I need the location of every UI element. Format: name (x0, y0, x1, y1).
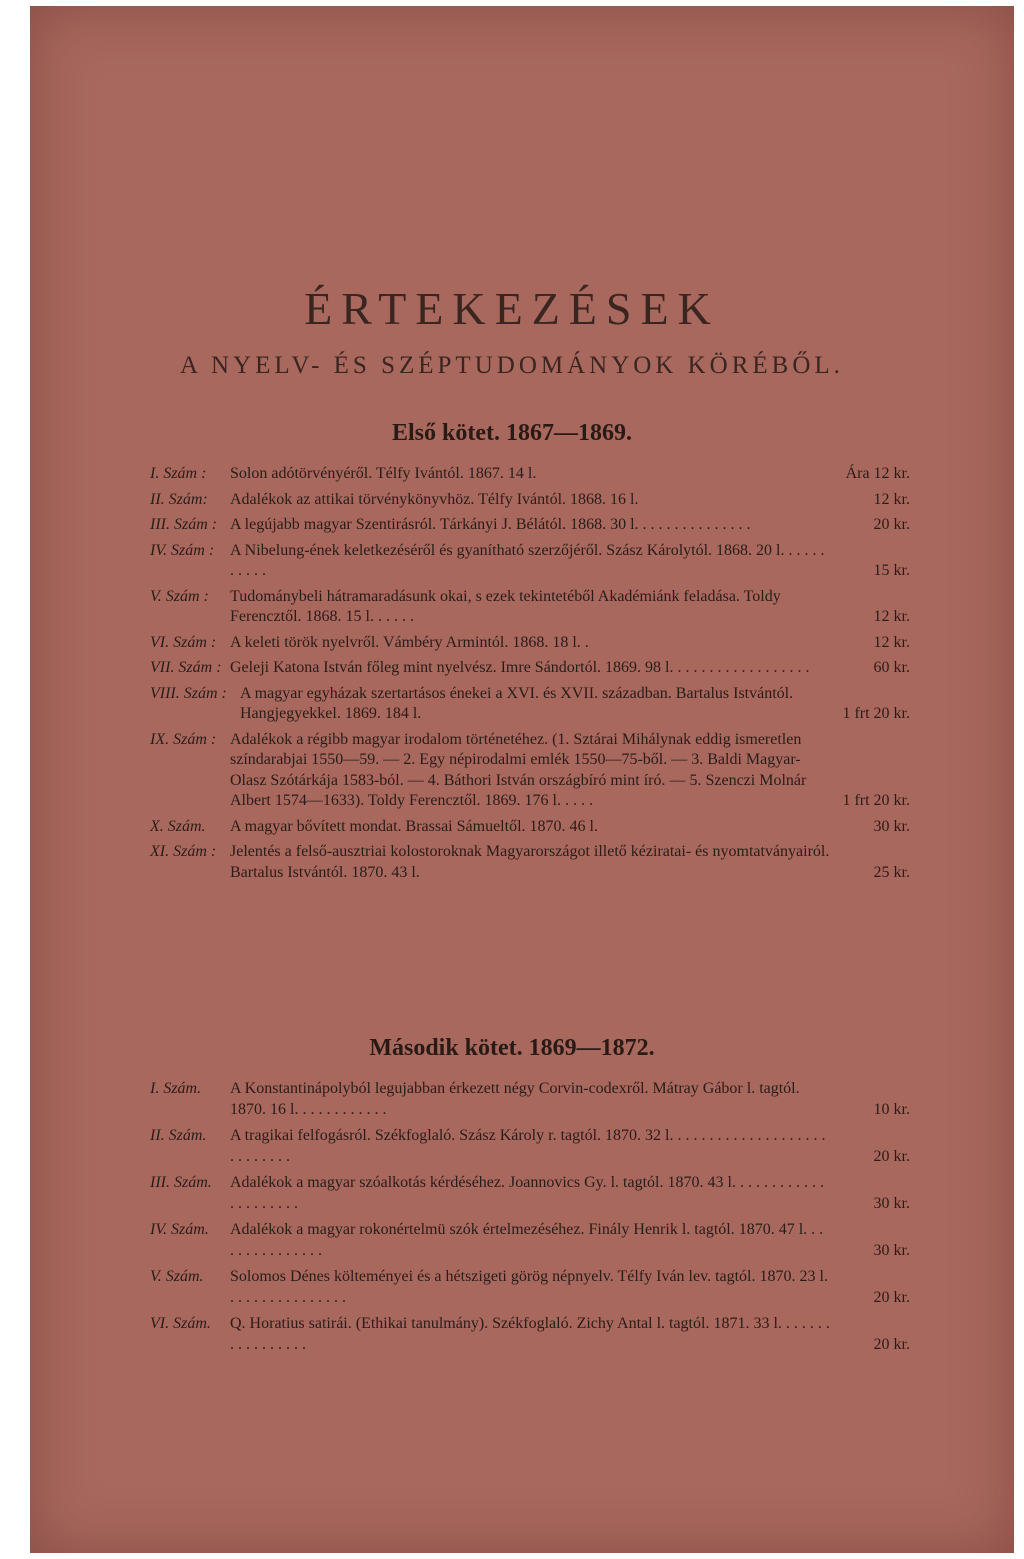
list-item (150, 1173, 910, 1214)
entry-number: VII. Szám : (150, 659, 222, 676)
page-title: ÉRTEKEZÉSEK (304, 283, 720, 334)
entry-number: VIII. Szám : (150, 684, 227, 702)
entry-price: 12 kr. (873, 490, 910, 508)
entry-number: IV. Szám : (150, 541, 215, 559)
entry-text: A magyar bővített mondat. Brassai Sámueltől. 1870. 46 l. (230, 817, 598, 835)
list-item (150, 1314, 910, 1355)
entry-text: Adalékok a régibb magyar irodalom történetéhez. (1. Sztárai Mihálynak eddig ismeretlen színdarabjai 1550—59. — 2. Egy népirodalmi emlék 1550—75-ből. — 3. Baldi Magyar-Olasz Szótárkája 1583-ból. — 4. Báthori István országbíró mint író. — 5. Szenczi Molnár Albert 1574—1633). Toldy Ferencztől. 1869. 176 l. . . . . (230, 730, 807, 809)
entry-text: A tragikai felfogásról. Székfoglaló. Szász Károly r. tagtól. 1870. 32 l. . . . . . . . . . . . . . . . . . . . . . . . . . . . (230, 1127, 826, 1165)
entry-number: I. Szám. (150, 1080, 202, 1097)
entry-number: VI. Szám. (150, 1315, 211, 1332)
entry-text: Q. Horatius satirái. (Ethikai tanulmány). Székfoglaló. Zichy Antal l. tagtól. 1871. 33 l. . . . . . . . . . . . . . . . . (230, 1315, 830, 1353)
entry-number: V. Szám. (150, 1268, 204, 1285)
entry-text: A keleti török nyelvről. Vámbéry Armintól. 1868. 18 l. . (230, 633, 589, 651)
entry-text: A Nibelung-ének keletkezéséről és gyanítható szerzőjéről. Szász Károlytól. 1868. 20 l. . . . . . . . . . . (230, 541, 825, 579)
list-item (150, 464, 910, 485)
entry-text: Jelentés a felső-ausztriai kolostoroknak Magyarországot illető kéziratai- és nyomtatványairól. Bartalus Istvántól. 1870. 43 l. (230, 843, 830, 881)
list-item (150, 817, 910, 838)
entry-price: 10 kr. (873, 1100, 910, 1118)
entry-number: III. Szám : (150, 516, 218, 533)
entry-price: 15 kr. (873, 562, 910, 579)
entry-number: XI. Szám : (150, 843, 217, 860)
entry-price: 20 kr. (873, 516, 910, 533)
list-item (150, 842, 910, 883)
entry-price: 60 kr. (873, 659, 910, 676)
list-item (150, 684, 910, 725)
list-item (150, 1267, 910, 1308)
list-item (150, 587, 910, 628)
volume-2-list (150, 1079, 910, 1361)
entry-price: 12 kr. (873, 608, 910, 625)
entry-text: Solomos Dénes költeményei és a hétszigeti görög népnyelv. Télfy Iván lev. tagtól. 1870. 23 l. . . . . . . . . . . . . . . . (230, 1268, 828, 1306)
entry-price: 30 kr. (873, 1194, 910, 1212)
entry-number: II. Szám. (150, 1127, 207, 1144)
entry-number: VI. Szám : (150, 633, 217, 651)
entry-text: Adalékok a magyar szóalkotás kérdéséhez. Joannovics Gy. l. tagtól. 1870. 43 l. . . . . . . . . . . . . . . . . . . . . (230, 1174, 824, 1212)
list-item (150, 1220, 910, 1261)
entry-text: A Konstantinápolyból legujabban érkezett négy Corvin-codexről. Mátray Gábor l. tagtól. 1870. 16 l. . . . . . . . . . . . (230, 1080, 800, 1118)
entry-price: 25 kr. (873, 863, 910, 881)
entry-number: IX. Szám : (150, 730, 217, 748)
entry-price: Ára 12 kr. (845, 465, 910, 482)
entry-text: A legújabb magyar Szentirásról. Tárkányi J. Bélától. 1868. 30 l. . . . . . . . . . . . . . . (230, 516, 751, 533)
entry-number: X. Szám. (150, 817, 206, 835)
entry-number: I. Szám : (150, 465, 207, 482)
list-item (150, 541, 910, 582)
entry-number: III. Szám. (150, 1174, 212, 1191)
entry-price: 30 kr. (873, 1241, 910, 1259)
page-subtitle: A NYELV- ÉS SZÉPTUDOMÁNYOK KÖRÉBŐL. (180, 352, 844, 379)
entry-price: 20 kr. (873, 1288, 910, 1306)
list-item (150, 1079, 910, 1120)
entry-text: Adalékok az attikai törvénykönyvhöz. Télfy Ivántól. 1868. 16 l. (230, 490, 639, 508)
entry-price: 1 frt 20 kr. (842, 792, 910, 809)
entry-price: 30 kr. (873, 817, 910, 835)
entry-price: 12 kr. (873, 633, 910, 651)
entry-number: II. Szám: (150, 490, 208, 508)
entry-number: IV. Szám. (150, 1221, 209, 1238)
entry-text: Solon adótörvényéről. Télfy Ivántól. 1867. 14 l. (230, 465, 537, 482)
list-item (150, 1126, 910, 1167)
entry-text: Geleji Katona István főleg mint nyelvész. Imre Sándortól. 1869. 98 l. . . . . . . . . . . . . . . . . . (230, 659, 810, 676)
entry-price: 1 frt 20 kr. (842, 705, 910, 722)
entry-text: Adalékok a magyar rokonértelmü szók értelmezéséhez. Finály Henrik l. tagtól. 1870. 47 l. . . . . . . . . . . . . . . (230, 1221, 824, 1259)
list-item (150, 658, 910, 679)
list-item (150, 730, 910, 812)
entry-price: 20 kr. (873, 1335, 910, 1353)
entry-text: Tudománybeli hátramaradásunk okai, s ezek tekintetéből Akadémiánk feladása. Toldy Ferencztől. 1868. 15 l. . . . . . (230, 587, 781, 625)
volume-2-heading: Második kötet. 1869—1872. (369, 1035, 655, 1061)
volume-1-list (150, 464, 910, 888)
list-item (150, 515, 910, 536)
list-item (150, 490, 910, 511)
entry-price: 20 kr. (873, 1147, 910, 1165)
list-item (150, 633, 910, 654)
entry-text: A magyar egyházak szertartásos énekei a XVI. és XVII. században. Bartalus Istvántól. Hangjegyekkel. 1869. 184 l. (240, 684, 794, 722)
volume-1-heading: Első kötet. 1867—1869. (392, 420, 632, 446)
entry-number: V. Szám : (150, 587, 209, 605)
